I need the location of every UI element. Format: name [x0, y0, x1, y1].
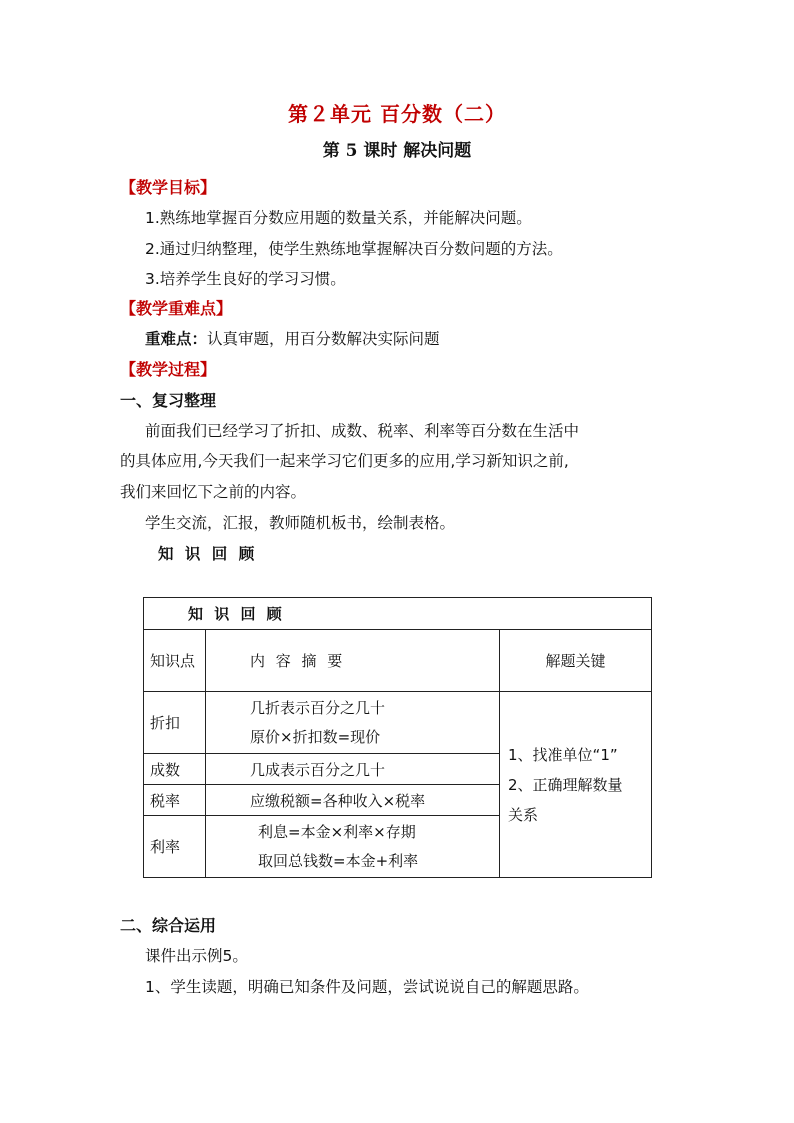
row-point: 利率 [144, 816, 206, 878]
header-key: 解题关键 [500, 630, 652, 692]
key-line: 1、找准单位“1” [508, 745, 618, 764]
header-summary: 内 容 摘 要 [206, 630, 500, 692]
review-label: 知 识 回 顾 [158, 545, 258, 563]
apply-line: 课件出示例5。 [145, 947, 248, 965]
key-cell [500, 692, 652, 878]
key-line: 关系 [508, 805, 539, 824]
summary-line: 取回总钱数=本金+利率 [258, 851, 419, 870]
review-paragraph-2: 学生交流，汇报，教师随机板书，绘制表格。 [145, 514, 456, 532]
table-header-row [144, 630, 652, 692]
key-line: 2、正确理解数量 [508, 775, 623, 794]
lesson-subtitle: 第 5 课时 解决问题 [322, 141, 472, 161]
goal-item: 2.通过归纳整理，使学生熟练地掌握解决百分数问题的方法。 [145, 240, 563, 258]
review-heading: 一、复习整理 [120, 391, 217, 410]
row-summary [206, 692, 500, 754]
summary-line: 几折表示百分之几十 [250, 698, 386, 717]
goal-item: 3.培养学生良好的学习习惯。 [145, 270, 346, 288]
table-title: 知 识 回 顾 [144, 598, 652, 630]
row-point: 折扣 [144, 692, 206, 754]
summary-line: 原价×折扣数=现价 [250, 727, 381, 746]
review-paragraph-line: 我们来回忆下之前的内容。 [120, 483, 307, 501]
goals-heading: 【教学目标】 [120, 178, 217, 197]
row-summary [206, 816, 500, 878]
knowledge-review-table [143, 597, 652, 878]
goal-item: 1.熟练地掌握百分数应用题的数量关系，并能解决问题。 [145, 209, 532, 227]
header-point: 知识点 [144, 630, 206, 692]
key-label: 重难点： [145, 330, 208, 348]
table-row [144, 692, 652, 754]
key-point [145, 328, 440, 350]
key-heading: 【教学重难点】 [120, 299, 233, 318]
review-paragraph-line: 的具体应用,今天我们一起来学习它们更多的应用,学习新知识之前, [120, 452, 569, 470]
apply-heading: 二、综合运用 [120, 916, 217, 935]
row-point: 税率 [144, 785, 206, 816]
apply-line: 1、学生读题，明确已知条件及问题，尝试说说自己的解题思路。 [145, 978, 589, 996]
row-summary: 应缴税额=各种收入×税率 [206, 785, 500, 816]
row-point: 成数 [144, 754, 206, 785]
summary-line: 利息=本金×利率×存期 [258, 822, 416, 841]
key-text: 认真审题，用百分数解决实际问题 [207, 330, 440, 348]
table-title-row [144, 598, 652, 630]
process-heading: 【教学过程】 [120, 360, 217, 379]
row-summary: 几成表示百分之几十 [206, 754, 500, 785]
review-paragraph-line: 前面我们已经学习了折扣、成数、税率、利率等百分数在生活中 [145, 422, 580, 440]
unit-title: 第２单元 百分数（二） [288, 102, 506, 126]
